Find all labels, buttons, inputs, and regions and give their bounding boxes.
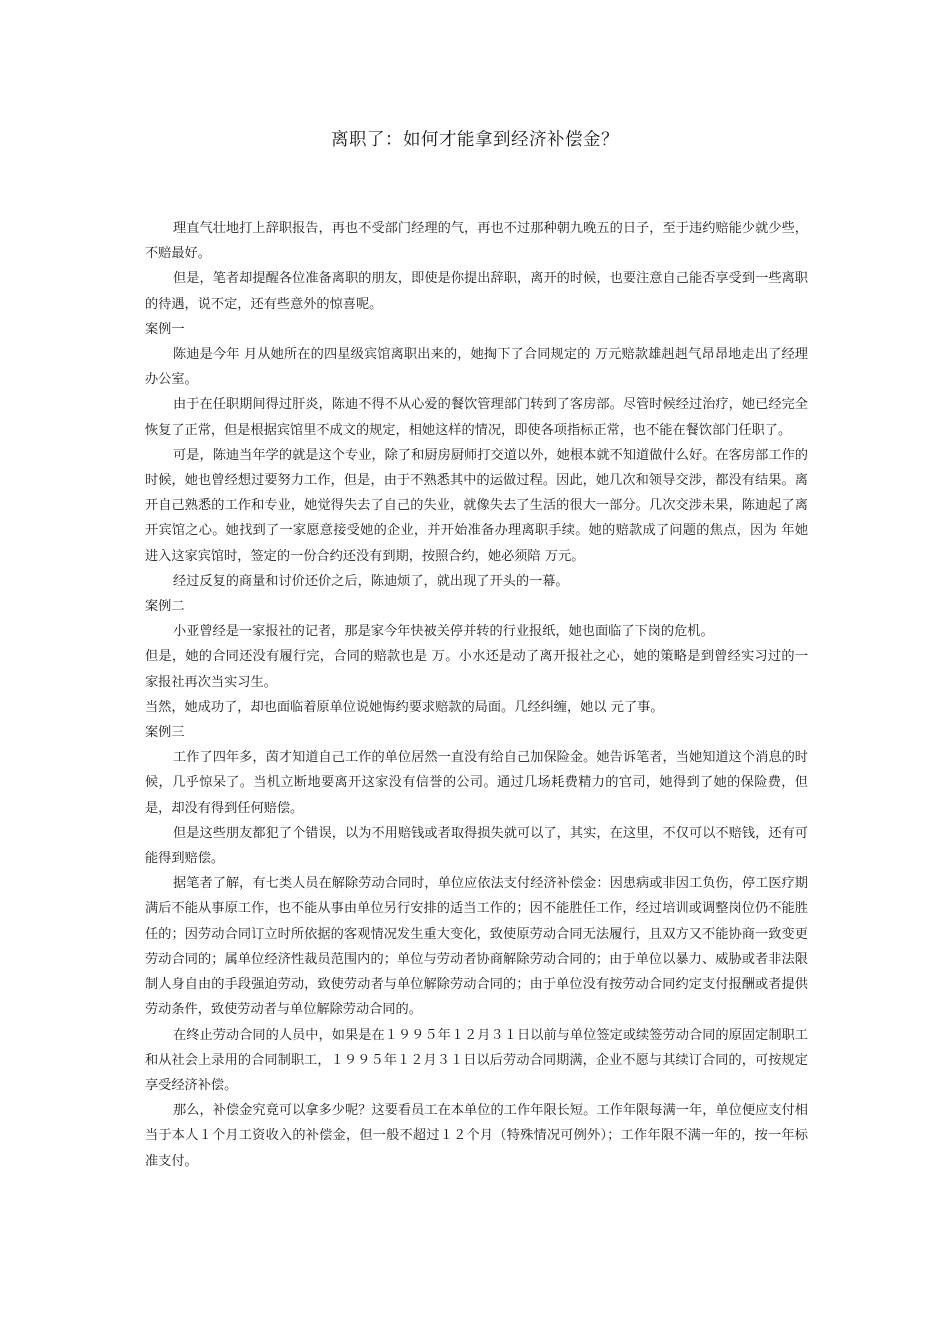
body-paragraph: 工作了四年多，茵才知道自己工作的单位居然一直没有给自己加保险金。她告诉笔者，当她知道这个消息的时候，几乎惊呆了。当机立断地要离开这家没有信誉的公司。通过几场耗费精力的官司，她得到了她的保险费，但是，却没有得到任何赔偿。	[145, 750, 808, 816]
body-paragraph: 理直气壮地打上辞职报告，再也不受部门经理的气，再也不过那种朝九晚五的日子，至于违约赔能少就少些，不赔最好。	[145, 221, 808, 262]
body-paragraph: 在终止劳动合同的人员中，如果是在１９９５年１２月３１日以前与单位签定或续签劳动合同的原固定制职工和从社会上录用的合同制职工，１９９５年１２月３１日以后劳动合同期满，企业不愿与其续订合同的，可按规定享受经济补偿。	[145, 1027, 808, 1093]
body-paragraph: 陈迪是今年 月从她所在的四星级宾馆离职出来的，她掏下了合同规定的 万元赔款雄赳赳气昂昂地走出了经理办公室。	[145, 347, 808, 388]
document-title: 离职了：如何才能拿到经济补偿金？	[331, 130, 619, 150]
body-paragraph: 可是，陈迪当年学的就是这个专业，除了和厨房厨师打交道以外，她根本就不知道做什么好。在客房部工作的时候，她也曾经想过要努力工作，但是，由于不熟悉其中的运做过程。因此，她几次和领导交涉，都没有结果。离开自己熟悉的工作和专业，她觉得失去了自己的失业，就像失去了生活的很大一部分。几次交涉未果，陈迪起了离开宾馆之心。她找到了一家愿意接受她的企业，并开始准备办理离职手续。她的赔款成了问题的焦点，因为 年她进入这家宾馆时，签定的一份合约还没有到期，按照合约，她必须陪 万元。	[145, 447, 808, 564]
body-paragraph: 但是，笔者却提醒各位准备离职的朋友，即使是你提出辞职，离开的时候，也要注意自己能否享受到一些离职的待遇，说不定，还有些意外的惊喜呢。	[145, 271, 808, 312]
body-paragraph: 那么，补偿金究竟可以拿多少呢？这要看员工在本单位的工作年限长短。工作年限每满一年，单位便应支付相当于本人１个月工资收入的补偿金，但一般不超过１２个月（特殊情况可例外）；工作年限不满一年的，按一年标准支付。	[145, 1103, 808, 1169]
body-paragraph: 当然，她成功了，却也面临着原单位说她悔约要求赔款的局面。几经纠缠，她以 元了事。	[145, 699, 664, 715]
body-paragraph: 据笔者了解，有七类人员在解除劳动合同时，单位应依法支付经济补偿金：因患病或非因工负伤，停工医疗期满后不能从事原工作，也不能从事由单位另行安排的适当工作的；因不能胜任工作，经过培训或调整岗位仍不能胜任的；因劳动合同订立时所依据的客观情况发生重大变化，致使原劳动合同无法履行，且双方又不能协商一致变更劳动合同的；属单位经济性裁员范围内的；单位与劳动者协商解除劳动合同的；由于单位以暴力、威胁或者非法限制人身自由的手段强迫劳动，致使劳动者与单位解除劳动合同的；由于单位没有按劳动合同约定支付报酬或者提供劳动条件，致使劳动者与单位解除劳动合同的。	[145, 876, 808, 1018]
case-heading: 案例二	[145, 599, 185, 615]
case-heading: 案例一	[145, 321, 185, 337]
body-paragraph: 但是，她的合同还没有履行完，合同的赔款也是 万。小水还是动了离开报社之心，她的策略是到曾经实习过的一家报社再次当实习生。	[145, 649, 808, 690]
body-paragraph: 小亚曾经是一家报社的记者，那是家今年快被关停并转的行业报纸，她也面临了下岗的危机。	[173, 624, 714, 640]
case-heading: 案例三	[145, 725, 185, 741]
body-paragraph: 经过反复的商量和讨价还价之后，陈迪烦了，就出现了开头的一幕。	[173, 573, 569, 589]
document-body	[145, 216, 808, 1174]
body-paragraph: 但是这些朋友都犯了个错误，以为不用赔钱或者取得损失就可以了，其实，在这里，不仅可以不赔钱，还有可能得到赔偿。	[145, 825, 808, 867]
body-paragraph: 由于在任职期间得过肝炎，陈迪不得不从心爱的餐饮管理部门转到了客房部。尽管时候经过治疗，她已经完全恢复了正常，但是根据宾馆里不成文的规定，相她这样的情况，即使各项指标正常，也不能在餐饮部门任职了。	[145, 397, 808, 438]
